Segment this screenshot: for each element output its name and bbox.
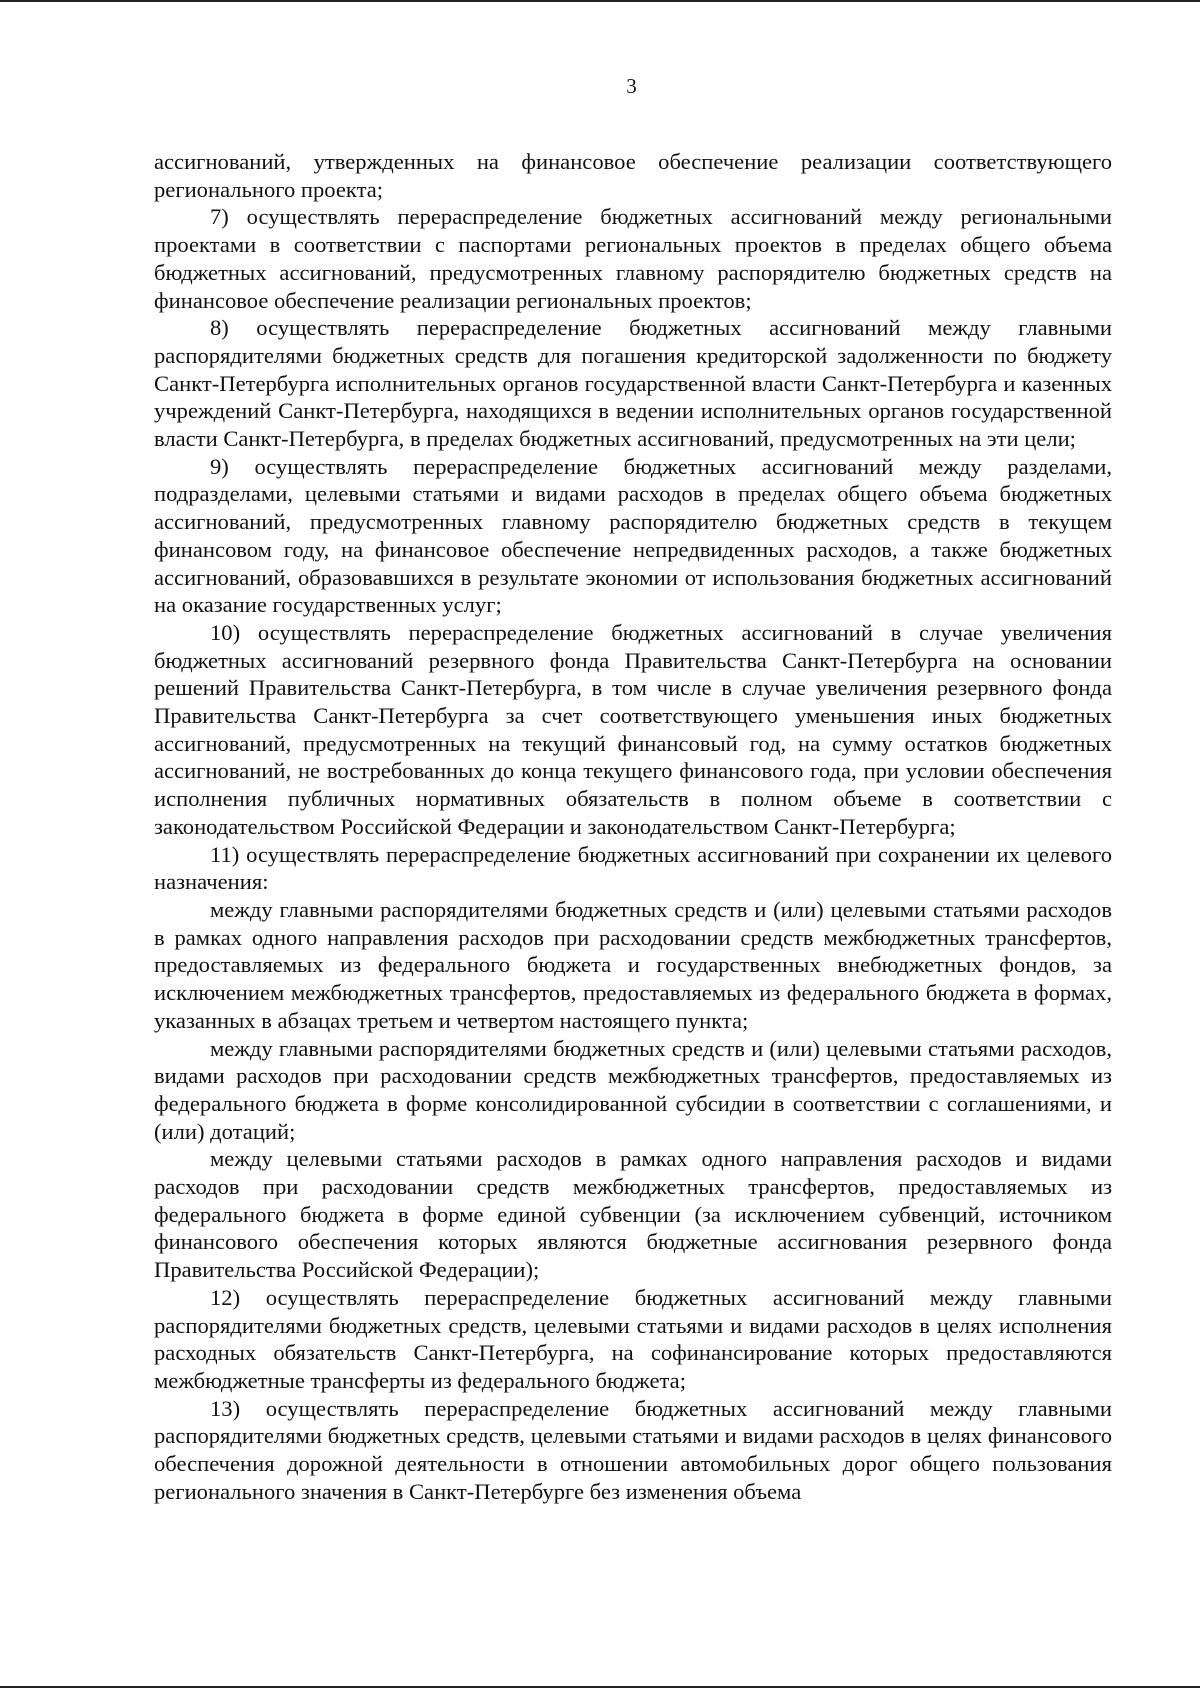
document-body	[154, 148, 1112, 1505]
paragraph-item-10: 10) осуществлять перераспределение бюджетных ассигнований в случае увеличения бюджетных ассигнований резервного фонда Правительства Санкт-Петербурга на основании решений Правительства Санкт-Петербурга, в том числе в случае увеличения резервного фонда Правительства Санкт-Петербурга за счет соответствующего уменьшения иных бюджетных ассигнований, предусмотренных на текущий финансовый год, на сумму остатков бюджетных ассигнований, не востребованных до конца текущего финансового года, при условии обеспечения исполнения публичных нормативных обязательств в полном объеме в соответствии с законодательством Российской Федерации и законодательством Санкт-Петербурга;	[154, 619, 1112, 839]
scan-edge-bottom	[0, 1686, 1200, 1688]
paragraph-item-7: 7) осуществлять перераспределение бюджетных ассигнований между региональными проектами в соответствии с паспортами региональных проектов в пределах общего объема бюджетных ассигнований, предусмотренных главному распорядителю бюджетных средств на финансовое обеспечение реализации региональных проектов;	[154, 204, 1112, 313]
paragraph-continuation: ассигнований, утвержденных на финансовое обеспечение реализации соответствующего регионального проекта;	[154, 149, 1112, 202]
scan-edge-top	[0, 0, 1200, 2]
paragraph-item-12: 12) осуществлять перераспределение бюджетных ассигнований между главными распорядителями бюджетных средств, целевыми статьями и видами расходов в целях исполнения расходных обязательств Санкт-Петербурга, на софинансирование которых предоставляются межбюджетные трансферты из федерального бюджета;	[154, 1284, 1112, 1393]
paragraph-item-13: 13) осуществлять перераспределение бюджетных ассигнований между главными распорядителями бюджетных средств, целевыми статьями и видами расходов в целях финансового обеспечения дорожной деятельности в отношении автомобильных дорог общего пользования регионального значения в Санкт-Петербурге без изменения объема	[154, 1395, 1112, 1504]
paragraph-item-11: 11) осуществлять перераспределение бюджетных ассигнований при сохранении их целевого назначения:	[154, 841, 1112, 895]
paragraph-item-8: 8) осуществлять перераспределение бюджетных ассигнований между главными распорядителями бюджетных средств для погашения кредиторской задолженности по бюджету Санкт-Петербурга исполнительных органов государственной власти Санкт-Петербурга и казенных учреждений Санкт-Петербурга, находящихся в ведении исполнительных органов государственной власти Санкт-Петербурга, в пределах бюджетных ассигнований, предусмотренных на эти цели;	[154, 315, 1112, 452]
paragraph-item-11-sub-2: между главными распорядителями бюджетных средств и (или) целевыми статьями расходов, видами расходов при расходовании средств межбюджетных трансфертов, предоставляемых из федерального бюджета в форме консолидированной субсидии в соответствии с соглашениями, и (или) дотаций;	[154, 1035, 1112, 1144]
paragraph-item-9: 9) осуществлять перераспределение бюджетных ассигнований между разделами, подразделами, целевыми статьями и видами расходов в пределах общего объема бюджетных ассигнований, предусмотренных главному распорядителю бюджетных средств в текущем финансовом году, на финансовое обеспечение непредвиденных расходов, а также бюджетных ассигнований, образовавшихся в результате экономии от использования бюджетных ассигнований на оказание государственных услуг;	[154, 453, 1112, 618]
paragraph-item-11-sub-1: между главными распорядителями бюджетных средств и (или) целевыми статьями расходов в рамках одного направления расходов при расходовании средств межбюджетных трансфертов, предоставляемых из федерального бюджета и государственных внебюджетных фондов, за исключением межбюджетных трансфертов, предоставляемых из федерального бюджета в формах, указанных в абзацах третьем и четвертом настоящего пункта;	[154, 896, 1112, 1033]
page-number: 3	[626, 74, 637, 98]
paragraph-item-11-sub-3: между целевыми статьями расходов в рамках одного направления расходов и видами расходов при расходовании средств межбюджетных трансфертов, предоставляемых из федерального бюджета в форме единой субвенции (за исключением субвенций, источником финансового обеспечения которых являются бюджетные ассигнования резервного фонда Правительства Российской Федерации);	[154, 1146, 1112, 1283]
